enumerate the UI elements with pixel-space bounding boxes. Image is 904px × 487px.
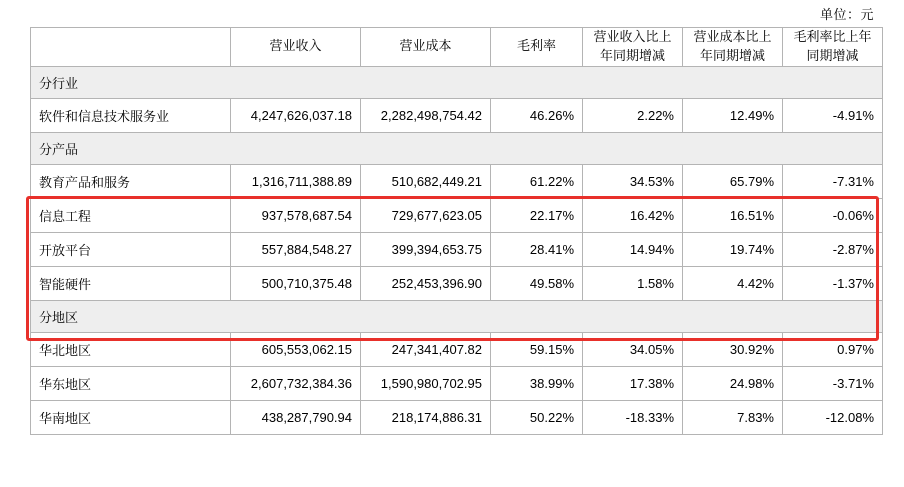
table-row [31, 98, 883, 132]
cell-cost-yoy: 24.98% [683, 366, 783, 400]
cell-cost: 510,682,449.21 [361, 164, 491, 198]
cell-revenue: 438,287,790.94 [231, 400, 361, 434]
cell-margin-yoy: 0.97% [783, 332, 883, 366]
cell-margin-yoy: -4.91% [783, 98, 883, 132]
row-label: 华南地区 [31, 400, 231, 434]
cell-cost-yoy: 12.49% [683, 98, 783, 132]
table-row [31, 198, 883, 232]
cell-gross-margin: 59.15% [491, 332, 583, 366]
cell-cost-yoy: 4.42% [683, 266, 783, 300]
table-body [31, 66, 883, 434]
cell-margin-yoy: -7.31% [783, 164, 883, 198]
table-header [31, 28, 883, 67]
table-row [31, 232, 883, 266]
cell-revenue-yoy: 1.58% [583, 266, 683, 300]
header-cell-revenue-yoy [583, 28, 683, 67]
header-line-2: 年同期增减 [699, 47, 765, 63]
header-cell-revenue: 营业收入 [231, 28, 361, 67]
cell-revenue: 4,247,626,037.18 [231, 98, 361, 132]
row-label: 华东地区 [31, 366, 231, 400]
cell-cost: 2,282,498,754.42 [361, 98, 491, 132]
cell-gross-margin: 46.26% [491, 98, 583, 132]
cell-gross-margin: 50.22% [491, 400, 583, 434]
cell-gross-margin: 49.58% [491, 266, 583, 300]
cell-revenue-yoy: 34.05% [583, 332, 683, 366]
cell-margin-yoy: -0.06% [783, 198, 883, 232]
cell-revenue: 500,710,375.48 [231, 266, 361, 300]
section-title: 分行业 [31, 66, 883, 98]
cell-revenue: 1,316,711,388.89 [231, 164, 361, 198]
row-label: 信息工程 [31, 198, 231, 232]
cell-revenue: 937,578,687.54 [231, 198, 361, 232]
cell-revenue: 2,607,732,384.36 [231, 366, 361, 400]
cell-margin-yoy: -12.08% [783, 400, 883, 434]
header-cell-gross-margin: 毛利率 [491, 28, 583, 67]
cell-revenue-yoy: 14.94% [583, 232, 683, 266]
cell-cost-yoy: 16.51% [683, 198, 783, 232]
cell-revenue-yoy: 17.38% [583, 366, 683, 400]
cell-cost: 1,590,980,702.95 [361, 366, 491, 400]
section-header-row [31, 132, 883, 164]
financial-table-wrapper [30, 27, 875, 435]
section-header-row [31, 66, 883, 98]
cell-revenue: 605,553,062.15 [231, 332, 361, 366]
table-row [31, 164, 883, 198]
cell-gross-margin: 22.17% [491, 198, 583, 232]
row-label: 华北地区 [31, 332, 231, 366]
header-line-1: 毛利率比上年 [793, 29, 872, 44]
cell-margin-yoy: -1.37% [783, 266, 883, 300]
cell-revenue-yoy: 2.22% [583, 98, 683, 132]
row-label: 智能硬件 [31, 266, 231, 300]
row-label: 开放平台 [31, 232, 231, 266]
header-row [31, 28, 883, 67]
cell-cost-yoy: 30.92% [683, 332, 783, 366]
cell-revenue-yoy: -18.33% [583, 400, 683, 434]
header-cell-cost: 营业成本 [361, 28, 491, 67]
table-row [31, 366, 883, 400]
unit-note: 单位：元 [819, 7, 874, 22]
cell-cost-yoy: 19.74% [683, 232, 783, 266]
section-header-row [31, 300, 883, 332]
header-cell-margin-yoy [783, 28, 883, 67]
section-title: 分地区 [31, 300, 883, 332]
section-title: 分产品 [31, 132, 883, 164]
cell-revenue-yoy: 16.42% [583, 198, 683, 232]
cell-cost: 247,341,407.82 [361, 332, 491, 366]
row-label: 软件和信息技术服务业 [31, 98, 231, 132]
cell-margin-yoy: -2.87% [783, 232, 883, 266]
header-line-2: 同期增减 [806, 47, 859, 63]
cell-revenue: 557,884,548.27 [231, 232, 361, 266]
cell-cost-yoy: 65.79% [683, 164, 783, 198]
table-row [31, 332, 883, 366]
cell-gross-margin: 61.22% [491, 164, 583, 198]
cell-gross-margin: 38.99% [491, 366, 583, 400]
cell-margin-yoy: -3.71% [783, 366, 883, 400]
header-line-1: 营业成本比上 [693, 29, 772, 44]
row-label: 教育产品和服务 [31, 164, 231, 198]
cell-revenue-yoy: 34.53% [583, 164, 683, 198]
cell-gross-margin: 28.41% [491, 232, 583, 266]
financial-table [30, 27, 883, 435]
table-row [31, 266, 883, 300]
header-line-2: 年同期增减 [599, 47, 665, 63]
cell-cost: 729,677,623.05 [361, 198, 491, 232]
header-cell-cost-yoy [683, 28, 783, 67]
cell-cost: 399,394,653.75 [361, 232, 491, 266]
cell-cost: 218,174,886.31 [361, 400, 491, 434]
cell-cost-yoy: 7.83% [683, 400, 783, 434]
cell-cost: 252,453,396.90 [361, 266, 491, 300]
table-row [31, 400, 883, 434]
header-cell-blank [31, 28, 231, 67]
header-line-1: 营业收入比上 [593, 29, 672, 44]
